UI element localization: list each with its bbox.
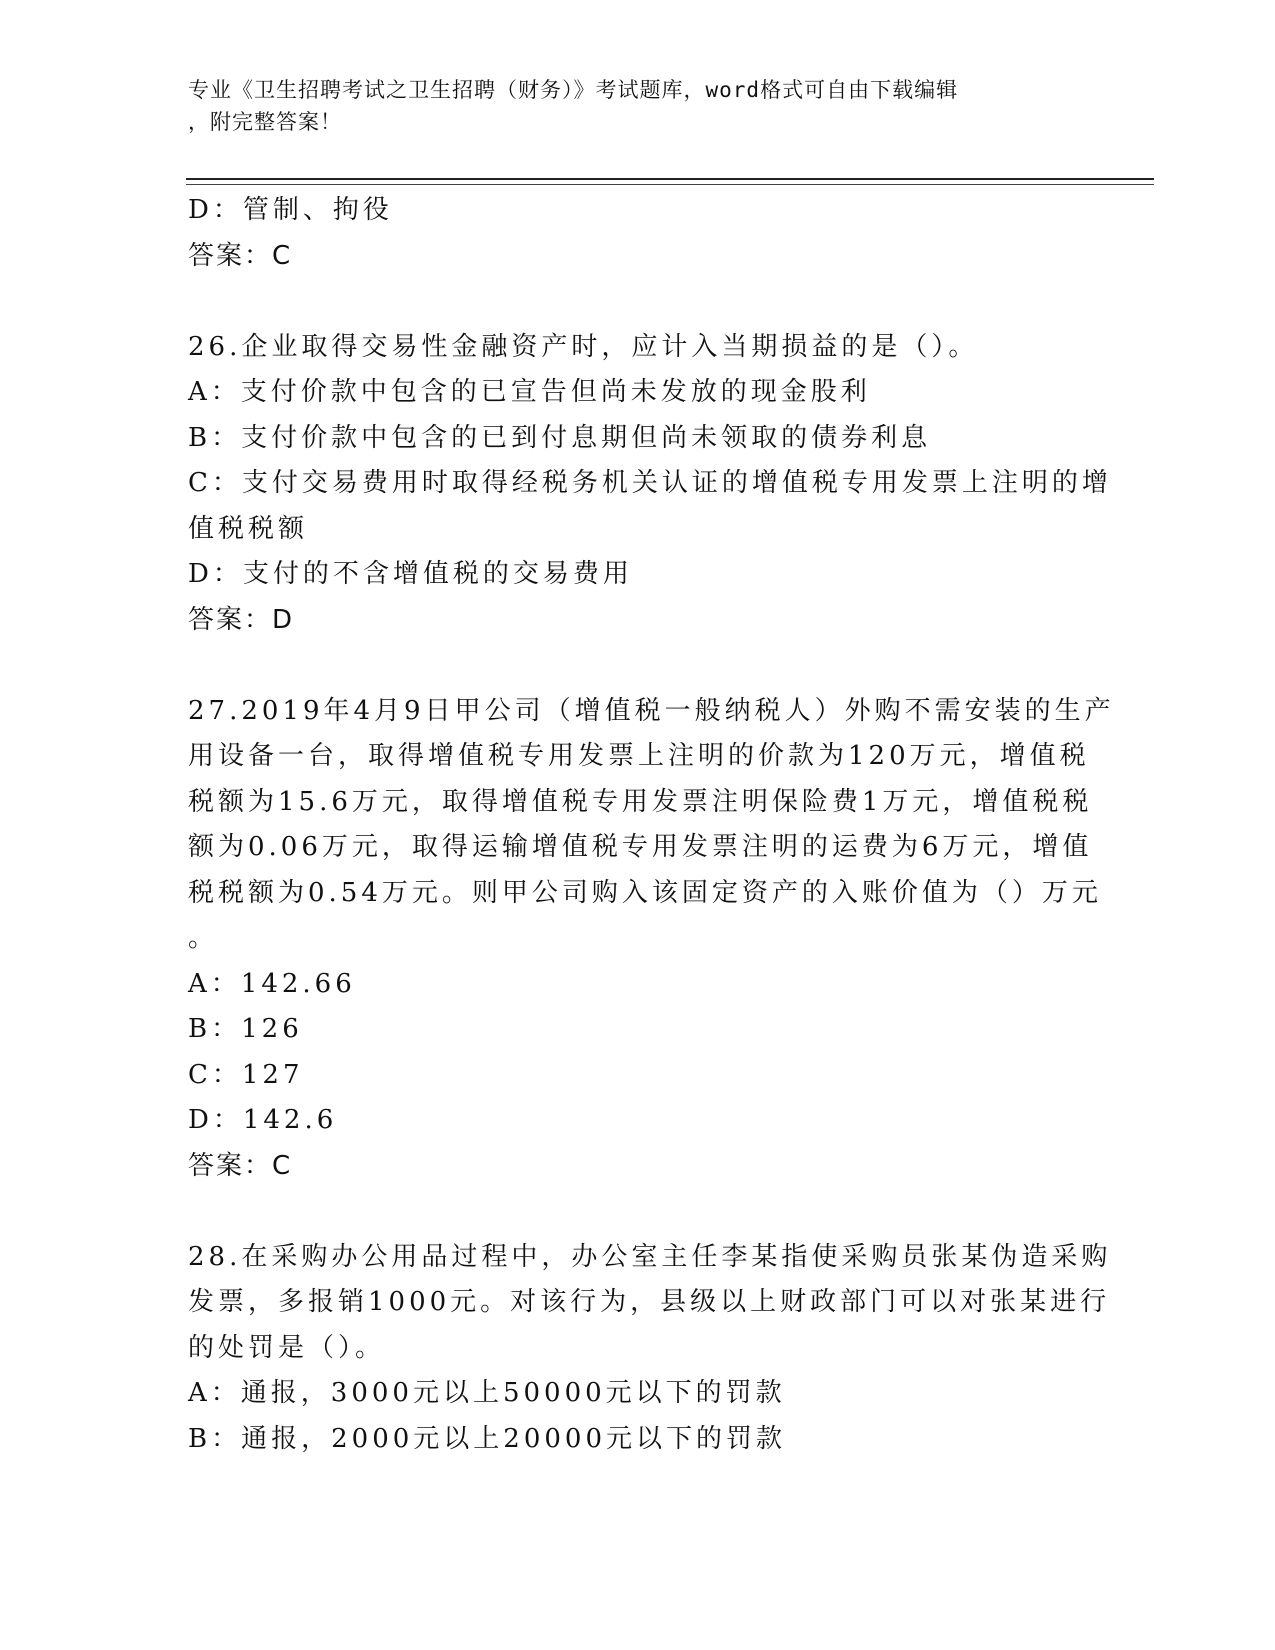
question-content	[188, 188, 1115, 1462]
option-b: B：通报，2000元以上20000元以下的罚款	[188, 1423, 786, 1454]
question-stem: 26.企业取得交易性金融资产时，应计入当期损益的是（）。	[188, 331, 979, 362]
question-stem-continued: 用设备一台，取得增值税专用发票上注明的价款为120万元，增值税	[188, 741, 1090, 771]
question-26	[188, 325, 1112, 644]
document-header	[188, 74, 1088, 138]
option-d: D：142.6	[188, 1105, 338, 1135]
option-d: D：支付的不含增值税的交易费用	[188, 559, 633, 589]
header-divider-thick	[186, 178, 1154, 180]
option-d: D：管制、拘役	[188, 195, 393, 225]
answer: 答案：C	[188, 240, 293, 271]
option-a: A：支付价款中包含的已宣告但尚未发放的现金股利	[188, 377, 871, 407]
question-stem-continued: 税税额为0.54万元。则甲公司购入该固定资产的入账价值为（）万元	[188, 877, 1102, 908]
question-stem-continued: 发票，多报销1000元。对该行为，县级以上财政部门可以对张某进行	[188, 1287, 1111, 1317]
option-a: A：通报，3000元以上50000元以下的罚款	[188, 1378, 786, 1408]
question-stem: 27.2019年4月9日甲公司（增值税一般纳税人）外购不需安装的生产	[188, 695, 1115, 726]
option-b: B：支付价款中包含的已到付息期但尚未领取的债券利息	[188, 422, 932, 453]
question-25-tail	[188, 188, 1088, 279]
option-c-continued: 值税税额	[188, 513, 309, 544]
question-28	[188, 1235, 1112, 1463]
question-stem-continued: 的处罚是（）。	[188, 1332, 386, 1363]
answer: 答案：C	[188, 1150, 293, 1181]
header-divider-thin	[186, 184, 1154, 185]
question-stem-continued: 税额为15.6万元，取得增值税专用发票注明保险费1万元，增值税税	[188, 786, 1093, 817]
question-stem: 28.在采购办公用品过程中，办公室主任李某指使采购员张某伪造采购	[188, 1241, 1112, 1272]
question-stem-continued: 。	[188, 923, 219, 953]
header-title-line-1: 专业《卫生招聘考试之卫生招聘（财务）》考试题库，word格式可自由下载编辑	[188, 78, 959, 102]
spacer	[188, 643, 1088, 689]
option-b: B：126	[188, 1014, 303, 1044]
question-stem-continued: 额为0.06万元，取得运输增值税专用发票注明的运费为6万元，增值	[188, 832, 1093, 862]
spacer	[188, 1189, 1088, 1235]
option-c: C：支付交易费用时取得经税务机关认证的增值税专用发票上注明的增	[188, 468, 1112, 498]
answer: 答案：D	[188, 604, 295, 635]
option-c: C：127	[188, 1059, 304, 1090]
question-27	[188, 689, 1115, 1190]
spacer	[188, 279, 1088, 325]
option-a: A：142.66	[188, 968, 356, 999]
header-title-line-2: ，附完整答案！	[188, 110, 342, 134]
